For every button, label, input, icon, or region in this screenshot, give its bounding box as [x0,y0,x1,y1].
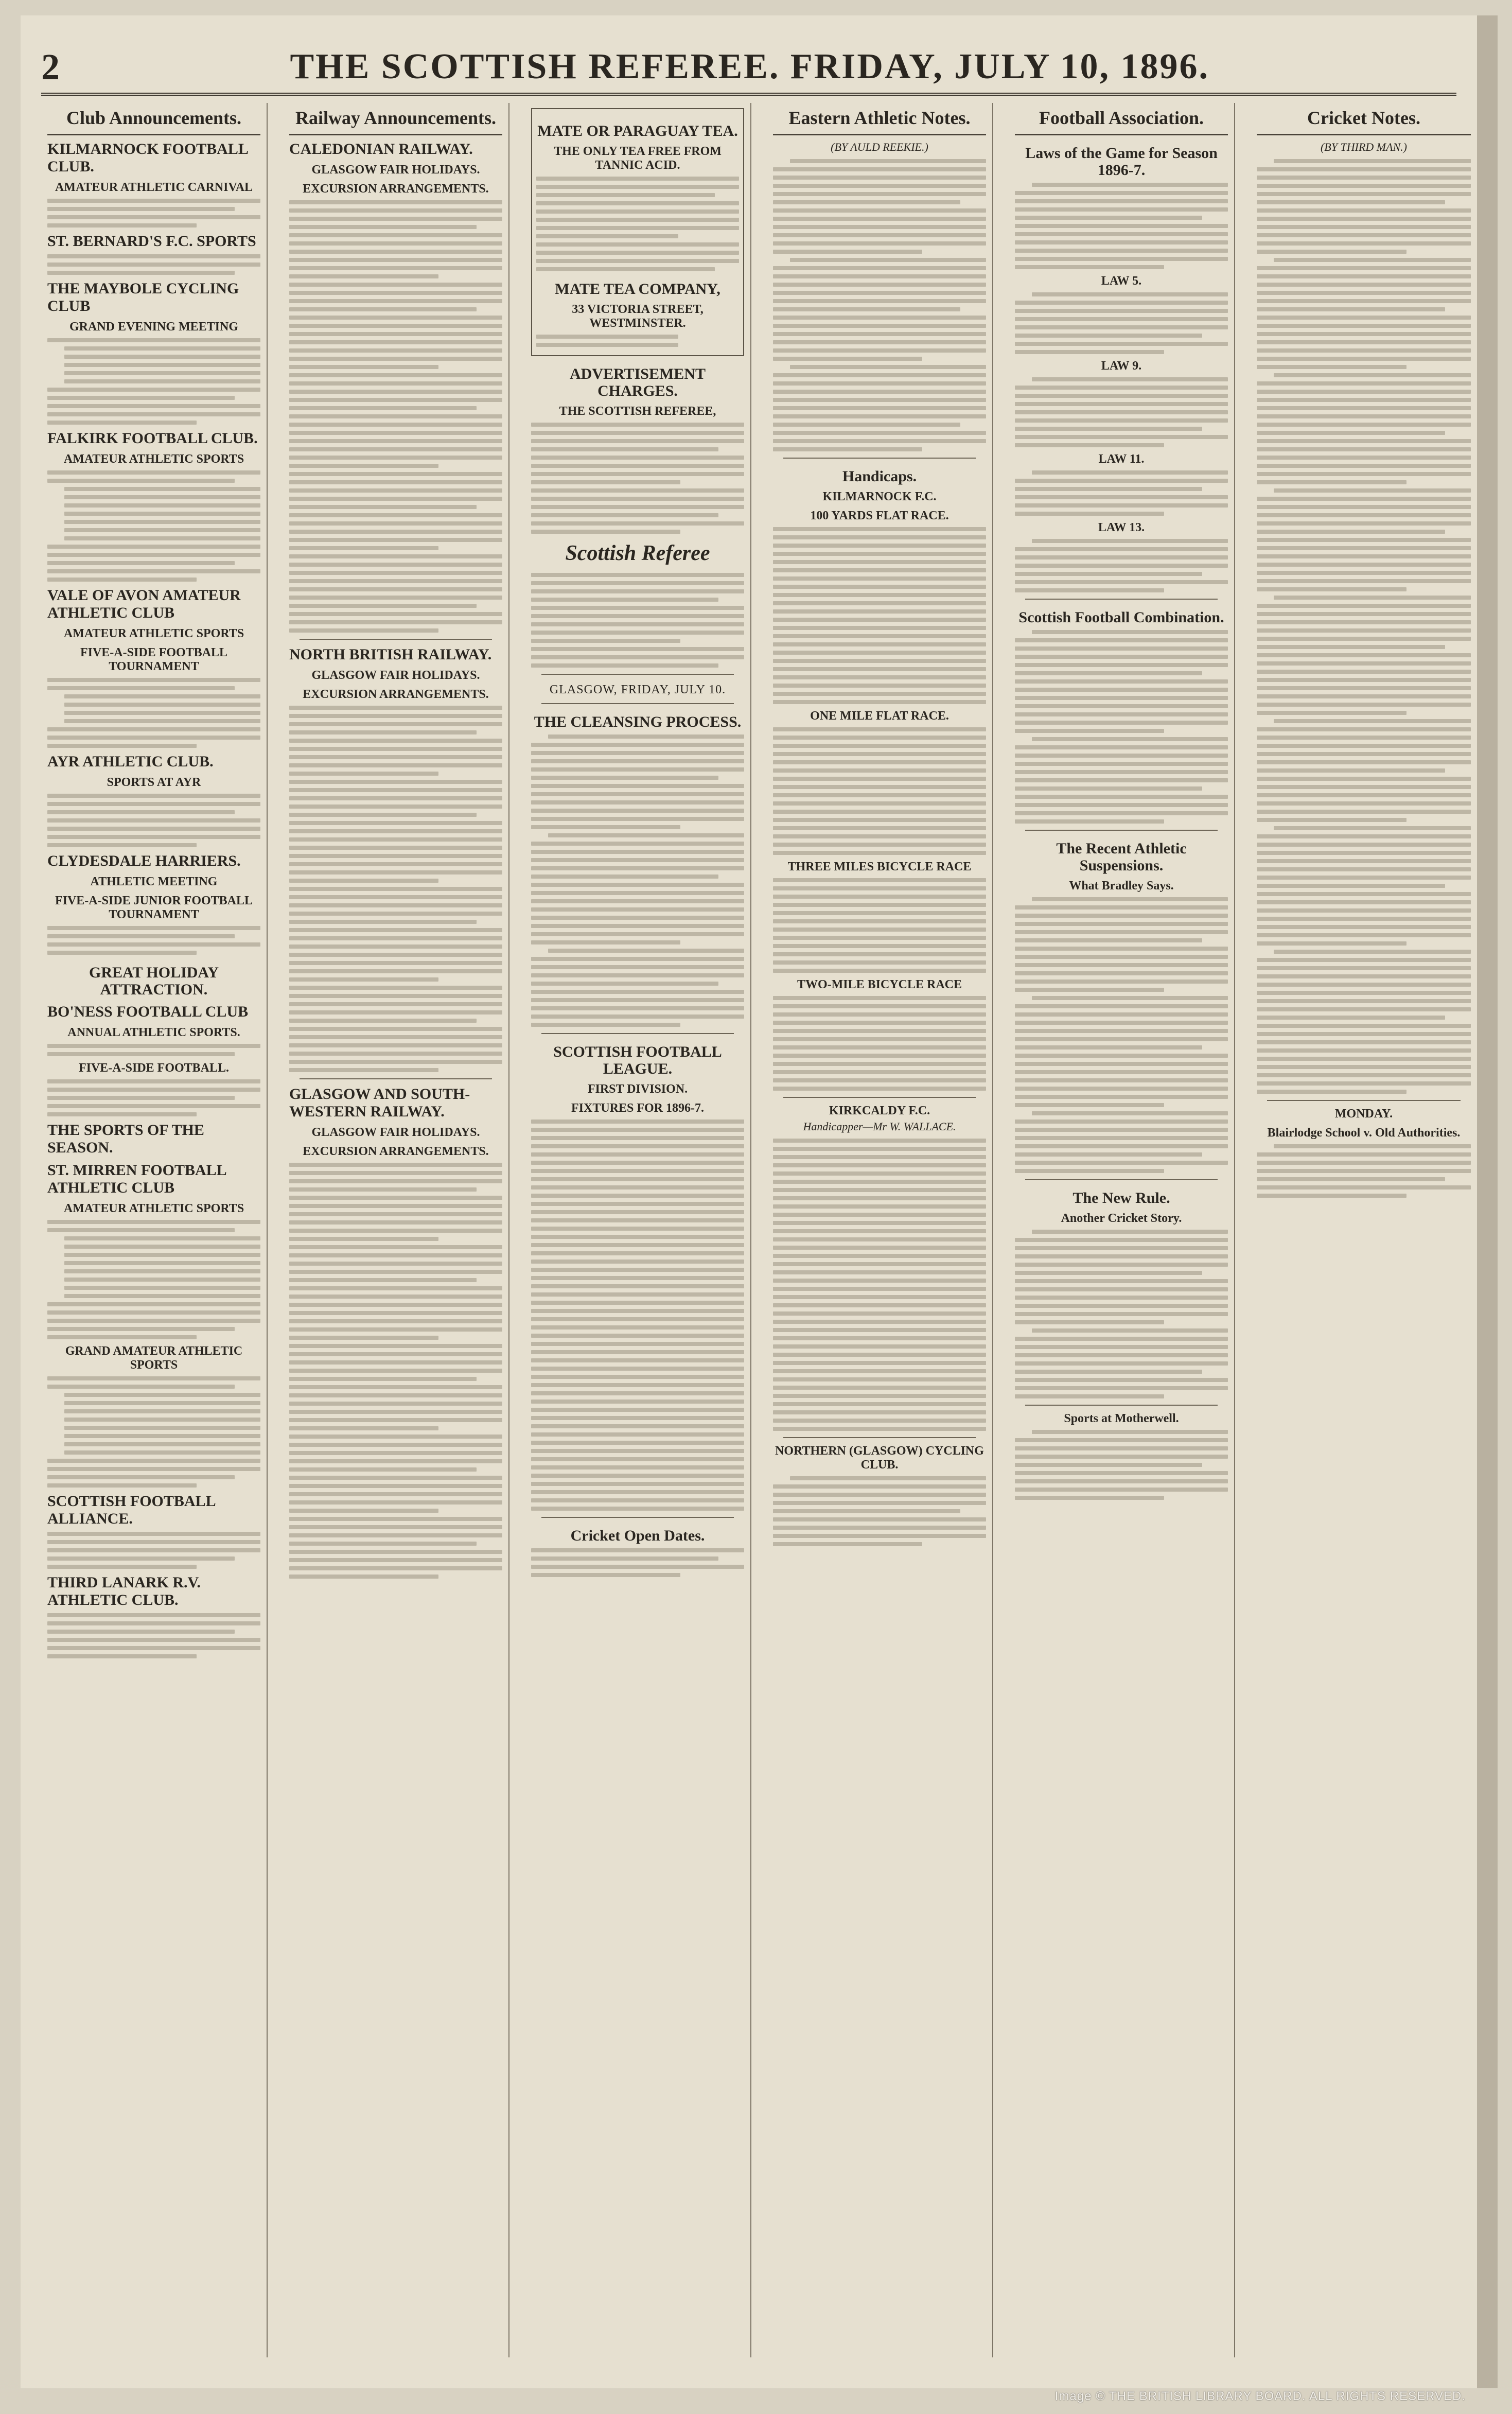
ad-heading: BO'NESS FOOTBALL CLUB [47,1003,249,1020]
ad-heading: ST. MIRREN FOOTBALL ATHLETIC CLUB [47,1162,226,1196]
divider [783,1097,976,1098]
ad-subheading: AMATEUR ATHLETIC CARNIVAL [55,181,253,194]
ad-heading: ST. BERNARD'S F.C. SPORTS [47,233,256,250]
text-block [531,423,744,534]
section-heading: Handicaps. [842,468,917,485]
text-block [47,1532,260,1569]
image-credit: Image © THE BRITISH LIBRARY BOARD. ALL RIGHTS RESERVED. [1054,2389,1466,2403]
ad-heading: GREAT HOLIDAY ATTRACTION. [89,964,219,998]
column-cricket-notes [1251,103,1477,2357]
text-block [1257,159,1471,1094]
section-subheading: THE SCOTTISH REFEREE, [559,405,716,418]
fixtures-list [531,1119,744,1511]
ad-subheading: FIVE-A-SIDE JUNIOR FOOTBALL TOURNAMENT [55,894,253,921]
ad-subheading: GRAND EVENING MEETING [69,320,239,334]
law-heading: LAW 9. [1101,359,1142,373]
ad-subheading: GLASGOW FAIR HOLIDAYS. [311,669,480,682]
text-block [47,926,260,955]
ad-subheading: GRAND AMATEUR ATHLETIC SPORTS [65,1344,243,1372]
text-block [773,1476,986,1546]
ad-subheading: EXCURSION ARRANGEMENTS. [303,182,489,196]
text-block [1015,292,1228,354]
ad-subheading: ATHLETIC MEETING [90,875,218,888]
section-subheading: FIRST DIVISION. [587,1082,688,1096]
text-block [289,1163,502,1579]
text-block [47,678,260,748]
text-block [47,794,260,847]
section-subheading: Blairlodge School v. Old Authorities. [1267,1126,1461,1140]
divider [1267,1100,1461,1101]
text-block [289,200,502,633]
divider [1025,599,1218,600]
columns [41,103,1461,2357]
text-block [773,159,986,451]
ad-subheading: FIVE-A-SIDE FOOTBALL TOURNAMENT [80,646,228,673]
handicap-list [773,878,986,973]
byline: (BY AULD REEKIE.) [831,141,928,153]
text-block [289,706,502,1072]
column-center-ads-editorial [525,103,751,2357]
text-block [1015,539,1228,592]
text-block [47,1044,260,1056]
divider [541,1033,734,1034]
handicap-list [773,527,986,704]
handicap-list [773,1139,986,1431]
divider [1025,1179,1218,1180]
handicap-list [773,727,986,855]
text-block [1015,1230,1228,1398]
ad-heading: VALE OF AVON AMATEUR ATHLETIC CLUB [47,587,241,621]
ad-subheading: EXCURSION ARRANGEMENTS. [303,688,489,701]
text-block [531,1548,744,1577]
section-heading: Cricket Open Dates. [570,1527,705,1544]
newspaper-page [21,15,1498,2388]
ad-subheading: ANNUAL ATHLETIC SPORTS. [67,1026,240,1039]
divider [541,703,734,704]
section-subheading: What Bradley Says. [1069,879,1174,893]
handicapper-line: Handicapper—Mr W. WALLACE. [803,1120,956,1133]
text-block [1015,1430,1228,1500]
text-block [1015,183,1228,269]
handicap-list [773,996,986,1091]
column-header: Club Announcements. [47,103,260,135]
section-heading: ADVERTISEMENT CHARGES. [570,365,706,399]
divider [1025,1405,1218,1406]
ad-heading: THE SPORTS OF THE SEASON. [47,1122,204,1156]
column-club-announcements [41,103,268,2357]
section-heading: The Recent Athletic Suspensions. [1056,840,1187,874]
text-block [47,1079,260,1116]
ad-subheading: EXCURSION ARRANGEMENTS. [303,1145,489,1158]
ad-subheading: AMATEUR ATHLETIC SPORTS [63,452,244,466]
byline: (BY THIRD MAN.) [1320,141,1408,153]
text-block [536,335,739,347]
section-subheading: NORTHERN (GLASGOW) CYCLING CLUB. [775,1444,984,1472]
dateline: GLASGOW, FRIDAY, JULY 10. [549,683,726,696]
ad-heading: AYR ATHLETIC CLUB. [47,753,214,770]
section-subheading: Sports at Motherwell. [1064,1412,1179,1425]
divider [1025,830,1218,831]
editorial-heading: THE CLEANSING PROCESS. [534,713,742,730]
section-heading: Scottish Football Combination. [1018,609,1224,626]
law-heading: LAW 13. [1098,521,1145,534]
text-block [531,573,744,668]
ad-heading: MATE OR PARAGUAY TEA. [537,123,738,139]
law-heading: LAW 5. [1101,274,1142,288]
ad-subheading: AMATEUR ATHLETIC SPORTS [63,1202,244,1215]
ad-subheading: SPORTS AT AYR [107,776,201,789]
text-block [47,470,260,582]
ad-heading: CLYDESDALE HARRIERS. [47,852,241,869]
section-subheading: KILMARNOCK F.C. [822,490,937,503]
column-header: Railway Announcements. [289,103,502,135]
divider [783,458,976,459]
newspaper-title: THE SCOTTISH REFEREE. FRIDAY, JULY 10, 1896. [290,47,1209,86]
masthead [41,36,1456,96]
text-block [47,338,260,425]
text-block [531,734,744,1027]
column-header: Football Association. [1015,103,1228,135]
section-heading: Laws of the Game for Season 1896-7. [1025,145,1218,179]
column-railway-announcements [283,103,509,2357]
section-heading: The New Rule. [1073,1189,1170,1206]
text-block [1015,377,1228,447]
text-block [47,1376,260,1488]
ad-heading: THIRD LANARK R.V. ATHLETIC CLUB. [47,1574,201,1608]
text-block [536,177,739,271]
divider [300,639,492,640]
page-number: 2 [41,46,60,88]
ad-subheading: GLASGOW FAIR HOLIDAYS. [311,163,480,177]
text-block [1257,1144,1471,1198]
divider [783,1437,976,1438]
text-block [47,1220,260,1339]
scottish-referee-logo: Scottish Referee [565,541,710,565]
law-heading: LAW 11. [1098,452,1145,466]
section-subheading: ONE MILE FLAT RACE. [810,709,949,723]
column-football-association [1009,103,1235,2357]
ad-heading: SCOTTISH FOOTBALL ALLIANCE. [47,1493,215,1527]
text-block [1015,630,1228,824]
divider [300,1078,492,1079]
text-block [47,254,260,275]
ad-subheading: THE ONLY TEA FREE FROM TANNIC ACID. [554,145,722,172]
section-subheading: Another Cricket Story. [1061,1212,1182,1225]
text-block [1015,897,1228,1173]
ad-subheading: 33 VICTORIA STREET, WESTMINSTER. [572,303,704,330]
divider [541,1517,734,1518]
ad-heading: FALKIRK FOOTBALL CLUB. [47,430,258,447]
section-subheading: MONDAY. [1334,1107,1393,1121]
ad-heading: MATE TEA COMPANY, [555,281,720,298]
ad-heading: CALEDONIAN RAILWAY. [289,141,473,158]
section-subheading: 100 YARDS FLAT RACE. [810,509,949,522]
section-subheading: THREE MILES BICYCLE RACE [787,860,972,873]
ad-heading: KILMARNOCK FOOTBALL CLUB. [47,141,248,175]
column-header: Cricket Notes. [1257,103,1471,135]
ad-subheading: GLASGOW FAIR HOLIDAYS. [311,1126,480,1139]
ad-heading: THE MAYBOLE CYCLING CLUB [47,280,239,314]
ad-subheading: AMATEUR ATHLETIC SPORTS [63,627,244,640]
ad-heading: GLASGOW AND SOUTH-WESTERN RAILWAY. [289,1086,470,1120]
column-eastern-athletic-notes [767,103,993,2357]
section-subheading: TWO-MILE BICYCLE RACE [797,978,962,991]
text-block [47,199,260,228]
text-block [1015,470,1228,516]
mate-tea-ad [531,108,744,356]
section-subheading: KIRKCALDY F.C. [829,1104,930,1117]
section-heading: SCOTTISH FOOTBALL LEAGUE. [553,1043,722,1077]
ad-heading: NORTH BRITISH RAILWAY. [289,646,492,663]
divider [541,674,734,675]
section-subheading: FIXTURES FOR 1896-7. [571,1101,704,1115]
column-header: Eastern Athletic Notes. [773,103,986,135]
text-block [47,1613,260,1658]
ad-subheading: FIVE-A-SIDE FOOTBALL. [78,1061,230,1075]
